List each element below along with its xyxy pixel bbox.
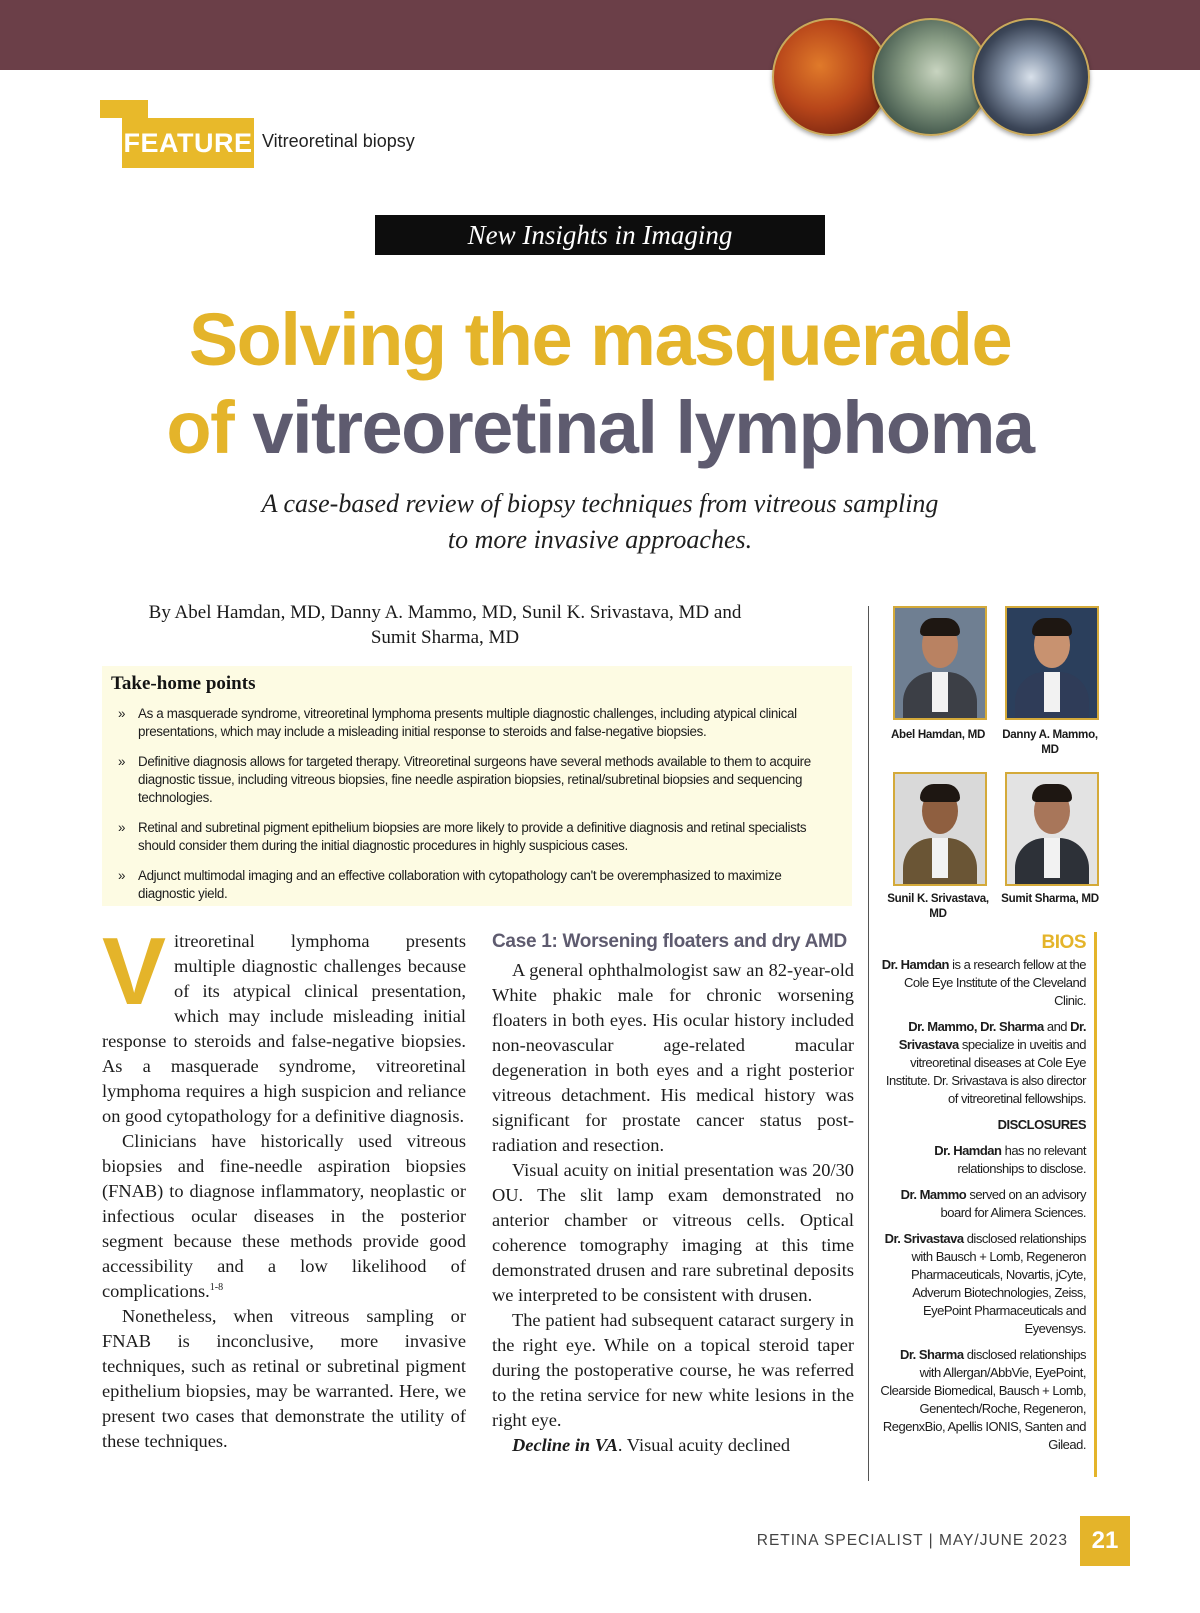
bio-text: and <box>1043 1019 1071 1034</box>
bullet-icon: » <box>118 868 126 883</box>
disclosure-entry <box>880 1142 1086 1178</box>
bios-title: BIOS <box>1041 932 1086 953</box>
intro-paragraph <box>102 918 466 1129</box>
disclosure-text: served on an advisory board for Alimera Sciences. <box>940 1187 1086 1220</box>
author-name: Abel Hamdan, MD <box>890 728 986 741</box>
body-column-1 <box>102 918 466 1454</box>
takehome-point-text: Definitive diagnosis allows for targeted therapy. Vitreoretinal surgeons have several methods available to them to acquire diagnostic tissue, including vitreous biopsies, fine needle aspiration biopsies, retinal/subretinal biopsies and sequencing technologies. <box>138 754 811 805</box>
bios-panel <box>880 932 1086 1462</box>
takehome-point-text: As a masquerade syndrome, vitreoretinal lymphoma presents multiple diagnostic challenges, including atypical clinical presentations, which may include a misleading initial response to steroids and false-negative biopsies. <box>138 706 797 739</box>
disclosure-name: Dr. Sharma <box>899 1347 964 1362</box>
takehome-point <box>114 753 824 807</box>
headline-topic: vitreoretinal lymphoma <box>252 386 1034 469</box>
bio-name: Dr. Hamdan <box>881 957 949 972</box>
author-photo <box>1005 606 1099 720</box>
byline-line1: By Abel Hamdan, MD, Danny A. Mammo, MD, Sunil K. Srivastava, MD and <box>148 602 742 623</box>
disclosure-entry <box>880 1230 1086 1338</box>
bio-name: Dr. Mammo, Dr. Sharma <box>908 1019 1044 1034</box>
disclosure-name: Dr. Hamdan <box>934 1143 1002 1158</box>
disclosure-name: Dr. Mammo <box>900 1187 967 1202</box>
bio-text: is a research fellow at the Cole Eye Institute of the Cleveland Clinic. <box>904 957 1086 1008</box>
bullet-icon: » <box>118 706 126 721</box>
deck-line2: to more invasive approaches. <box>447 525 753 554</box>
takehome-title: Take-home points <box>111 673 256 694</box>
headline-line2 <box>60 384 1140 472</box>
author-photo <box>893 772 987 886</box>
paragraph <box>102 1129 466 1304</box>
author-name: Sumit Sharma, MD <box>1001 892 1099 905</box>
byline <box>100 600 790 650</box>
photo-shirt <box>932 672 948 712</box>
section-label: Vitreoretinal biopsy <box>262 131 415 151</box>
sidebar-divider <box>868 606 869 1481</box>
photo-shirt <box>1044 838 1060 878</box>
author-photo <box>1005 772 1099 886</box>
author-name: Danny A. Mammo, MD <box>1002 728 1098 756</box>
disclosure-text: disclosed relationships with Allergan/AbbVie, EyePoint, Clearside Biomedical, Bausch + Lomb, Genentech/Roche, Regeneron, RegenxBio, Apellis IONIS, Santen and Gilead. <box>880 1347 1086 1452</box>
deck-line1: A case-based review of biopsy techniques from vitreous sampling <box>261 489 939 518</box>
byline-line2: Sumit Sharma, MD <box>370 627 520 648</box>
photo-shirt <box>932 838 948 878</box>
runin-heading: Decline in VA <box>512 1435 618 1455</box>
headline-line1: Solving the masquerade <box>188 298 1012 381</box>
bio-entry <box>880 1018 1086 1108</box>
paragraph: The patient had subsequent cataract surgery in the right eye. While on a topical steroid taper during the postoperative course, he was referred to the retina service for new white lesions in the right eye. <box>492 1310 854 1430</box>
headline-of: of <box>166 386 234 469</box>
photo-hair <box>920 618 960 636</box>
takehome-point <box>114 705 824 741</box>
takehome-point-text: Retinal and subretinal pigment epithelium biopsies are more likely to provide a definitive diagnosis and retinal specialists should consider them during the initial diagnostic procedures in highly suspicious cases. <box>138 820 807 853</box>
takehome-point <box>114 867 824 903</box>
bullet-icon: » <box>118 820 126 835</box>
disclosure-entry <box>880 1346 1086 1454</box>
paragraph <box>492 1433 854 1458</box>
kicker-banner: New Insights in Imaging <box>375 215 825 255</box>
photo-shirt <box>1044 672 1060 712</box>
disclosures-title: DISCLOSURES <box>997 1117 1086 1132</box>
bios-accent-bar <box>1094 932 1097 1477</box>
bio-text: specialize in uveitis and vitreoretinal diseases at Cole Eye Institute. Dr. Srivastava is also director of vitreoretinal fellowships. <box>885 1037 1086 1106</box>
case1-heading: Case 1: Worsening floaters and dry AMD <box>492 931 847 952</box>
disclosure-name: Dr. Srivastava <box>884 1231 964 1246</box>
takehome-point <box>114 819 824 855</box>
feature-tab-accent <box>100 100 148 118</box>
author-photo <box>893 606 987 720</box>
feature-label: FEATURE <box>123 128 253 158</box>
intro-text: itreoretinal lymphoma presents multiple diagnostic challenges because of its atypical clinical presentation, which may include misleading initial response to steroids and false-negative biopsies. As a masquerade syndrome, vitreoretinal lymphoma requires a high suspicion and reliance on good cytopathology for a definitive diagnosis. <box>102 931 466 1126</box>
page-number: 21 <box>1080 1516 1130 1566</box>
disclosure-entry <box>880 1186 1086 1222</box>
body-column-2 <box>492 929 854 1458</box>
disclosure-text: has no relevant relationships to disclose. <box>957 1143 1086 1176</box>
takehome-list <box>114 705 824 915</box>
paragraph-text: Clinicians have historically used vitreous biopsies and fine-needle aspiration biopsies (FNAB) to diagnose inflammatory, neoplastic or infectious ocular diseases in the posterior segment because these methods provide good accessibility and a low likelihood of complications. <box>102 1131 466 1301</box>
reference-superscript: 1-8 <box>209 1281 224 1293</box>
photo-hair <box>1032 618 1072 636</box>
deck <box>100 486 1100 558</box>
paragraph: Nonetheless, when vitreous sampling or FNAB is inconclusive, more invasive techniques, such as retinal or subretinal pigment epithelium biopsies, may be warranted. Here, we present two cases that demonstrate the utility of these techniques. <box>102 1306 466 1451</box>
photo-hair <box>1032 784 1072 802</box>
paragraph: A general ophthalmologist saw an 82-year-old White phakic male for chronic worsening floaters in both eyes. His ocular history included non-neovascular age-related macular degeneration in both eyes and a right posterior vitreous detachment. His medical history was significant for prostate cancer status post-radiation and resection. <box>492 960 854 1155</box>
bullet-icon: » <box>118 754 126 769</box>
surgery-image-circle <box>972 18 1090 136</box>
headline <box>60 296 1140 472</box>
drop-cap: V <box>102 918 167 1025</box>
paragraph: Visual acuity on initial presentation was 20/30 OU. The slit lamp exam demonstrated no anterior chamber or vitreous cells. Optical coherence tomography imaging at this time demonstrated drusen and rare subretinal deposits we interpreted to be consistent with drusen. <box>492 1160 854 1305</box>
takehome-point-text: Adjunct multimodal imaging and an effective collaboration with cytopathology can't be overemphasized to maximize diagnostic yield. <box>138 868 782 901</box>
disclosure-text: disclosed relationships with Bausch + Lomb, Regeneron Pharmaceuticals, Novartis, jCyte, Adverum Biotechnologies, Zeiss, EyePoint Pharmaceuticals and Eyevensys. <box>911 1231 1086 1336</box>
bio-name: Dr. Srivastava <box>898 1019 1086 1052</box>
paragraph-text: . Visual acuity declined <box>617 1435 791 1455</box>
photo-hair <box>920 784 960 802</box>
author-name: Sunil K. Srivastava, MD <box>887 892 989 920</box>
bio-entry <box>880 956 1086 1010</box>
publication-footer: RETINA SPECIALIST | MAY/JUNE 2023 <box>756 1532 1068 1549</box>
